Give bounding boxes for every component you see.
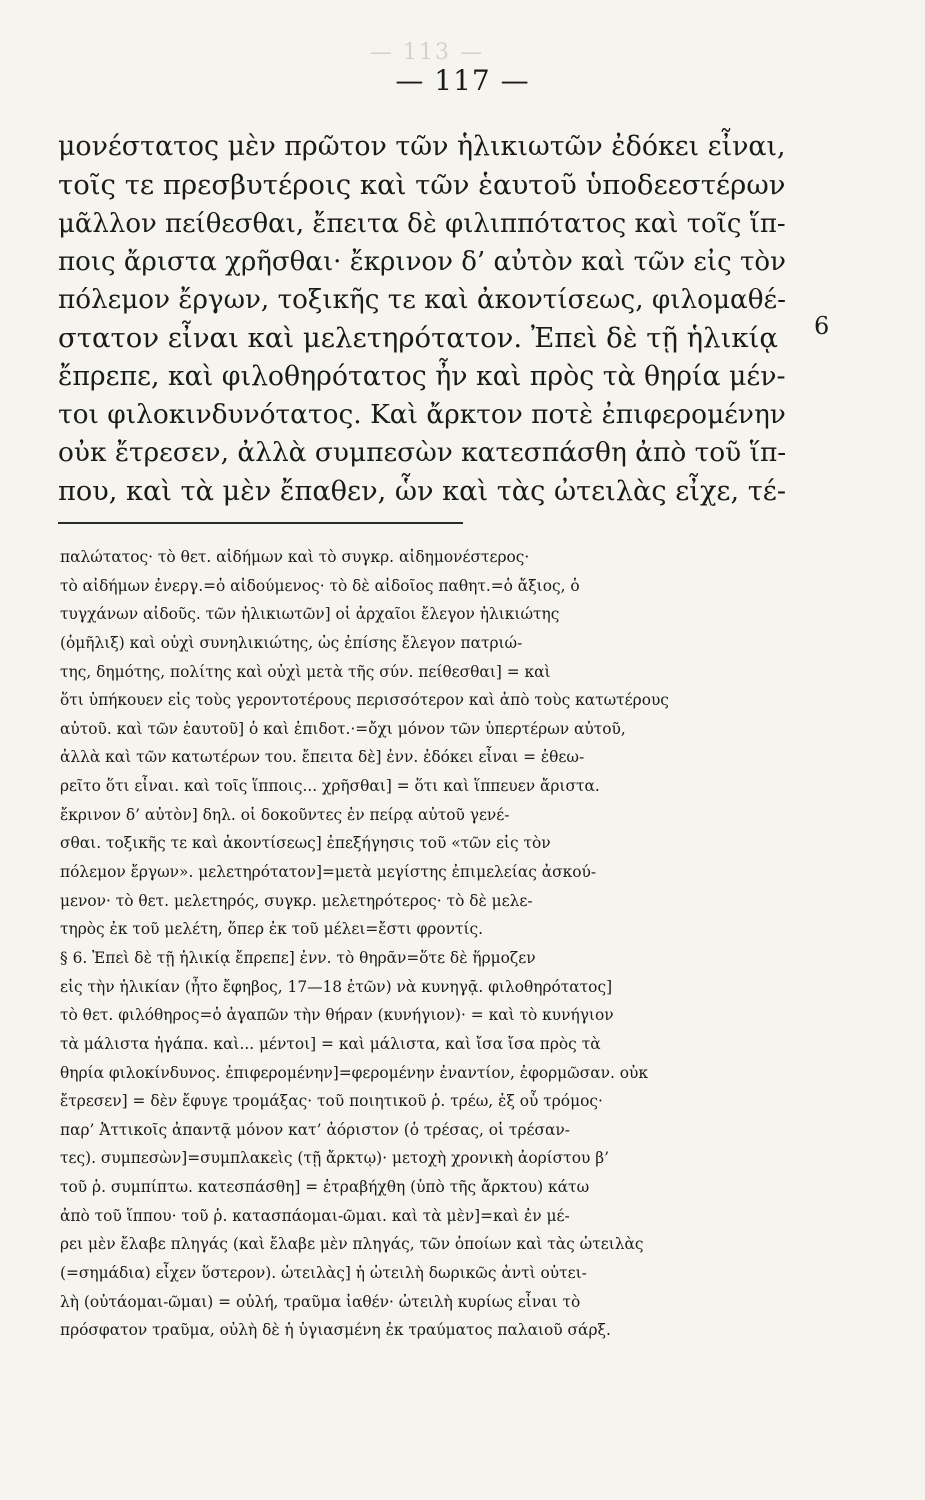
note-line: παρ’ Ἀττικοῖς ἀπαντᾷ μόνον κατ’ ἀόριστον (ὁ τρέσας, οἱ τρέσαν- xyxy=(60,1120,570,1139)
main-text-line: στατον εἶναι καὶ μελετηρότατον. Ἐπεὶ δὲ τῇ ἡλικίᾳ xyxy=(58,322,778,355)
note-line: § 6. Ἐπεὶ δὲ τῇ ἡλικίᾳ ἔπρεπε] ἐνν. τὸ θηρᾶν=ὅτε δὲ ἥρμοζεν xyxy=(60,948,536,967)
main-text-line: μᾶλλον πείθεσθαι, ἔπειτα δὲ φιλιππότατος καὶ τοῖς ἵπ- xyxy=(58,208,786,239)
note-line: λὴ (οὐτάομαι-ῶμαι) = οὐλή, τραῦμα ἰαθέν· ὠτειλὴ κυρίως εἶναι τὸ xyxy=(60,1292,581,1311)
note-line: τηρὸς ἐκ τοῦ μελέτη, ὅπερ ἐκ τοῦ μέλει=ἔστι φροντίς. xyxy=(60,920,484,939)
note-line: πόλεμον ἔργων». μελετηρότατον]=μετὰ μεγίστης ἐπιμελείας ἀσκού- xyxy=(60,863,597,882)
main-text-line: οὐκ ἔτρεσεν, ἀλλὰ συμπεσὼν κατεσπάσθη ἀπὸ τοῦ ἵπ- xyxy=(58,437,786,469)
main-text-line: που, καὶ τὰ μὲν ἔπαθεν, ὧν καὶ τὰς ὠτειλὰς εἶχε, τέ- xyxy=(58,475,786,507)
margin-section-number: 6 xyxy=(814,312,830,340)
note-line: τοῦ ῥ. συμπίπτω. κατεσπάσθη] = ἐτραβήχθη (ὑπὸ τῆς ἄρκτου) κάτω xyxy=(60,1178,590,1197)
note-line: τες). συμπεσὼν]=συμπλακεὶς (τῇ ἄρκτῳ)· μετοχὴ χρονικὴ ἀορίστου β’ xyxy=(60,1149,609,1168)
main-text-line: τοῖς τε πρεσβυτέροις καὶ τῶν ἑαυτοῦ ὑποδεεστέρων xyxy=(58,169,786,202)
bleed-through-page-number: — 113 — xyxy=(370,40,484,65)
page-number: — 117 — xyxy=(395,64,530,97)
note-line: αὐτοῦ. καὶ τῶν ἑαυτοῦ] ὁ καὶ ἐπιδοτ.·=ὄχι μόνον τῶν ὑπερτέρων αὐτοῦ, xyxy=(60,719,626,738)
note-line: ἔτρεσεν] = δὲν ἔφυγε τρομάξας· τοῦ ποιητικοῦ ῥ. τρέω, ἐξ οὗ τρόμος· xyxy=(60,1092,603,1111)
main-text xyxy=(58,128,786,511)
note-line: εἰς τὴν ἡλικίαν (ἦτο ἔφηβος, 17—18 ἐτῶν) νὰ κυνηγᾷ. φιλοθηρότατος] xyxy=(60,977,613,996)
note-line: τὰ μάλιστα ἠγάπα. καὶ... μέντοι] = καὶ μάλιστα, καὶ ἴσα ἴσα πρὸς τὰ xyxy=(60,1034,601,1053)
note-line: σθαι. τοξικῆς τε καὶ ἀκοντίσεως] ἐπεξήγησις τοῦ «τῶν εἰς τὸν xyxy=(60,834,551,853)
note-line: ἀλλὰ καὶ τῶν κατωτέρων του. ἔπειτα δὲ] ἐνν. ἐδόκει εἶναι = ἐθεω- xyxy=(60,748,585,767)
note-line: (=σημάδια) εἶχεν ὕστερον). ὠτειλὰς] ἡ ὠτειλὴ δωρικῶς ἀντὶ οὐτει- xyxy=(60,1264,587,1283)
note-line: πρόσφατον τραῦμα, οὐλὴ δὲ ἡ ὑγιασμένη ἐκ τραύματος παλαιοῦ σάρξ. xyxy=(60,1321,611,1340)
footnote-separator xyxy=(58,522,463,524)
note-line: ρεῖτο ὅτι εἶναι. καὶ τοῖς ἵπποις... χρῆσθαι] = ὅτι καὶ ἵππευεν ἄριστα. xyxy=(60,777,600,796)
commentary-notes xyxy=(60,543,830,1345)
note-line: ἔκρινον δ’ αὐτὸν] δηλ. οἱ δοκοῦντες ἐν πείρᾳ αὐτοῦ γενέ- xyxy=(60,805,510,824)
main-text-line: μονέστατος μὲν πρῶτον τῶν ἡλικιωτῶν ἐδόκει εἶναι, xyxy=(58,131,786,162)
main-text-line: ἔπρεπε, καὶ φιλοθηρότατος ἦν καὶ πρὸς τὰ θηρία μέν- xyxy=(58,360,786,392)
note-line: μενον· τὸ θετ. μελετηρός, συγκρ. μελετηρότερος· τὸ δὲ μελε- xyxy=(60,891,533,910)
note-line: (ὁμῆλιξ) καὶ οὐχὶ συνηλικιώτης, ὡς ἐπίσης ἔλεγον πατριώ- xyxy=(60,633,523,652)
note-line: τὸ αἰδήμων ἐνεργ.=ὁ αἰδούμενος· τὸ δὲ αἰδοῖος παθητ.=ὁ ἄξιος, ὁ xyxy=(60,576,580,595)
note-line: τυγχάνων αἰδοῦς. τῶν ἡλικιωτῶν] οἱ ἀρχαῖοι ἔλεγον ἡλικιώτης xyxy=(60,605,560,624)
note-line: ἀπὸ τοῦ ἵππου· τοῦ ῥ. κατασπάομαι-ῶμαι. καὶ τὰ μὲν]=καὶ ἐν μέ- xyxy=(60,1206,570,1225)
note-line: ρει μὲν ἔλαβε πληγάς (καὶ ἔλαβε μὲν πληγάς, τῶν ὁποίων καὶ τὰς ὠτειλὰς xyxy=(60,1235,644,1254)
note-line: τὸ θετ. φιλόθηρος=ὁ ἀγαπῶν τὴν θήραν (κυνήγιον)· = καὶ τὸ κυνήγιον xyxy=(60,1006,614,1025)
main-text-line: τοι φιλοκινδυνότατος. Καὶ ἄρκτον ποτὲ ἐπιφερομένην xyxy=(58,399,786,431)
note-line: θηρία φιλοκίνδυνος. ἐπιφερομένην]=φερομένην ἐναντίον, ἐφορμῶσαν. οὐκ xyxy=(60,1063,648,1082)
main-text-line: πόλεμον ἔργων, τοξικῆς τε καὶ ἀκοντίσεως, φιλομαθέ- xyxy=(58,285,786,316)
main-text-line: ποις ἄριστα χρῆσθαι· ἔκρινον δ’ αὐτὸν καὶ τῶν εἰς τὸν xyxy=(58,246,786,277)
note-line: ὅτι ὑπήκουεν εἰς τοὺς γεροντοτέρους περισσότερον καὶ ἀπὸ τοὺς κατωτέρους xyxy=(60,691,669,710)
note-line: παλώτατος· τὸ θετ. αἰδήμων καὶ τὸ συγκρ. αἰδημονέστερος· xyxy=(60,548,530,566)
note-line: της, δημότης, πολίτης καὶ οὐχὶ μετὰ τῆς σύν. πείθεσθαι] = καὶ xyxy=(60,662,551,681)
